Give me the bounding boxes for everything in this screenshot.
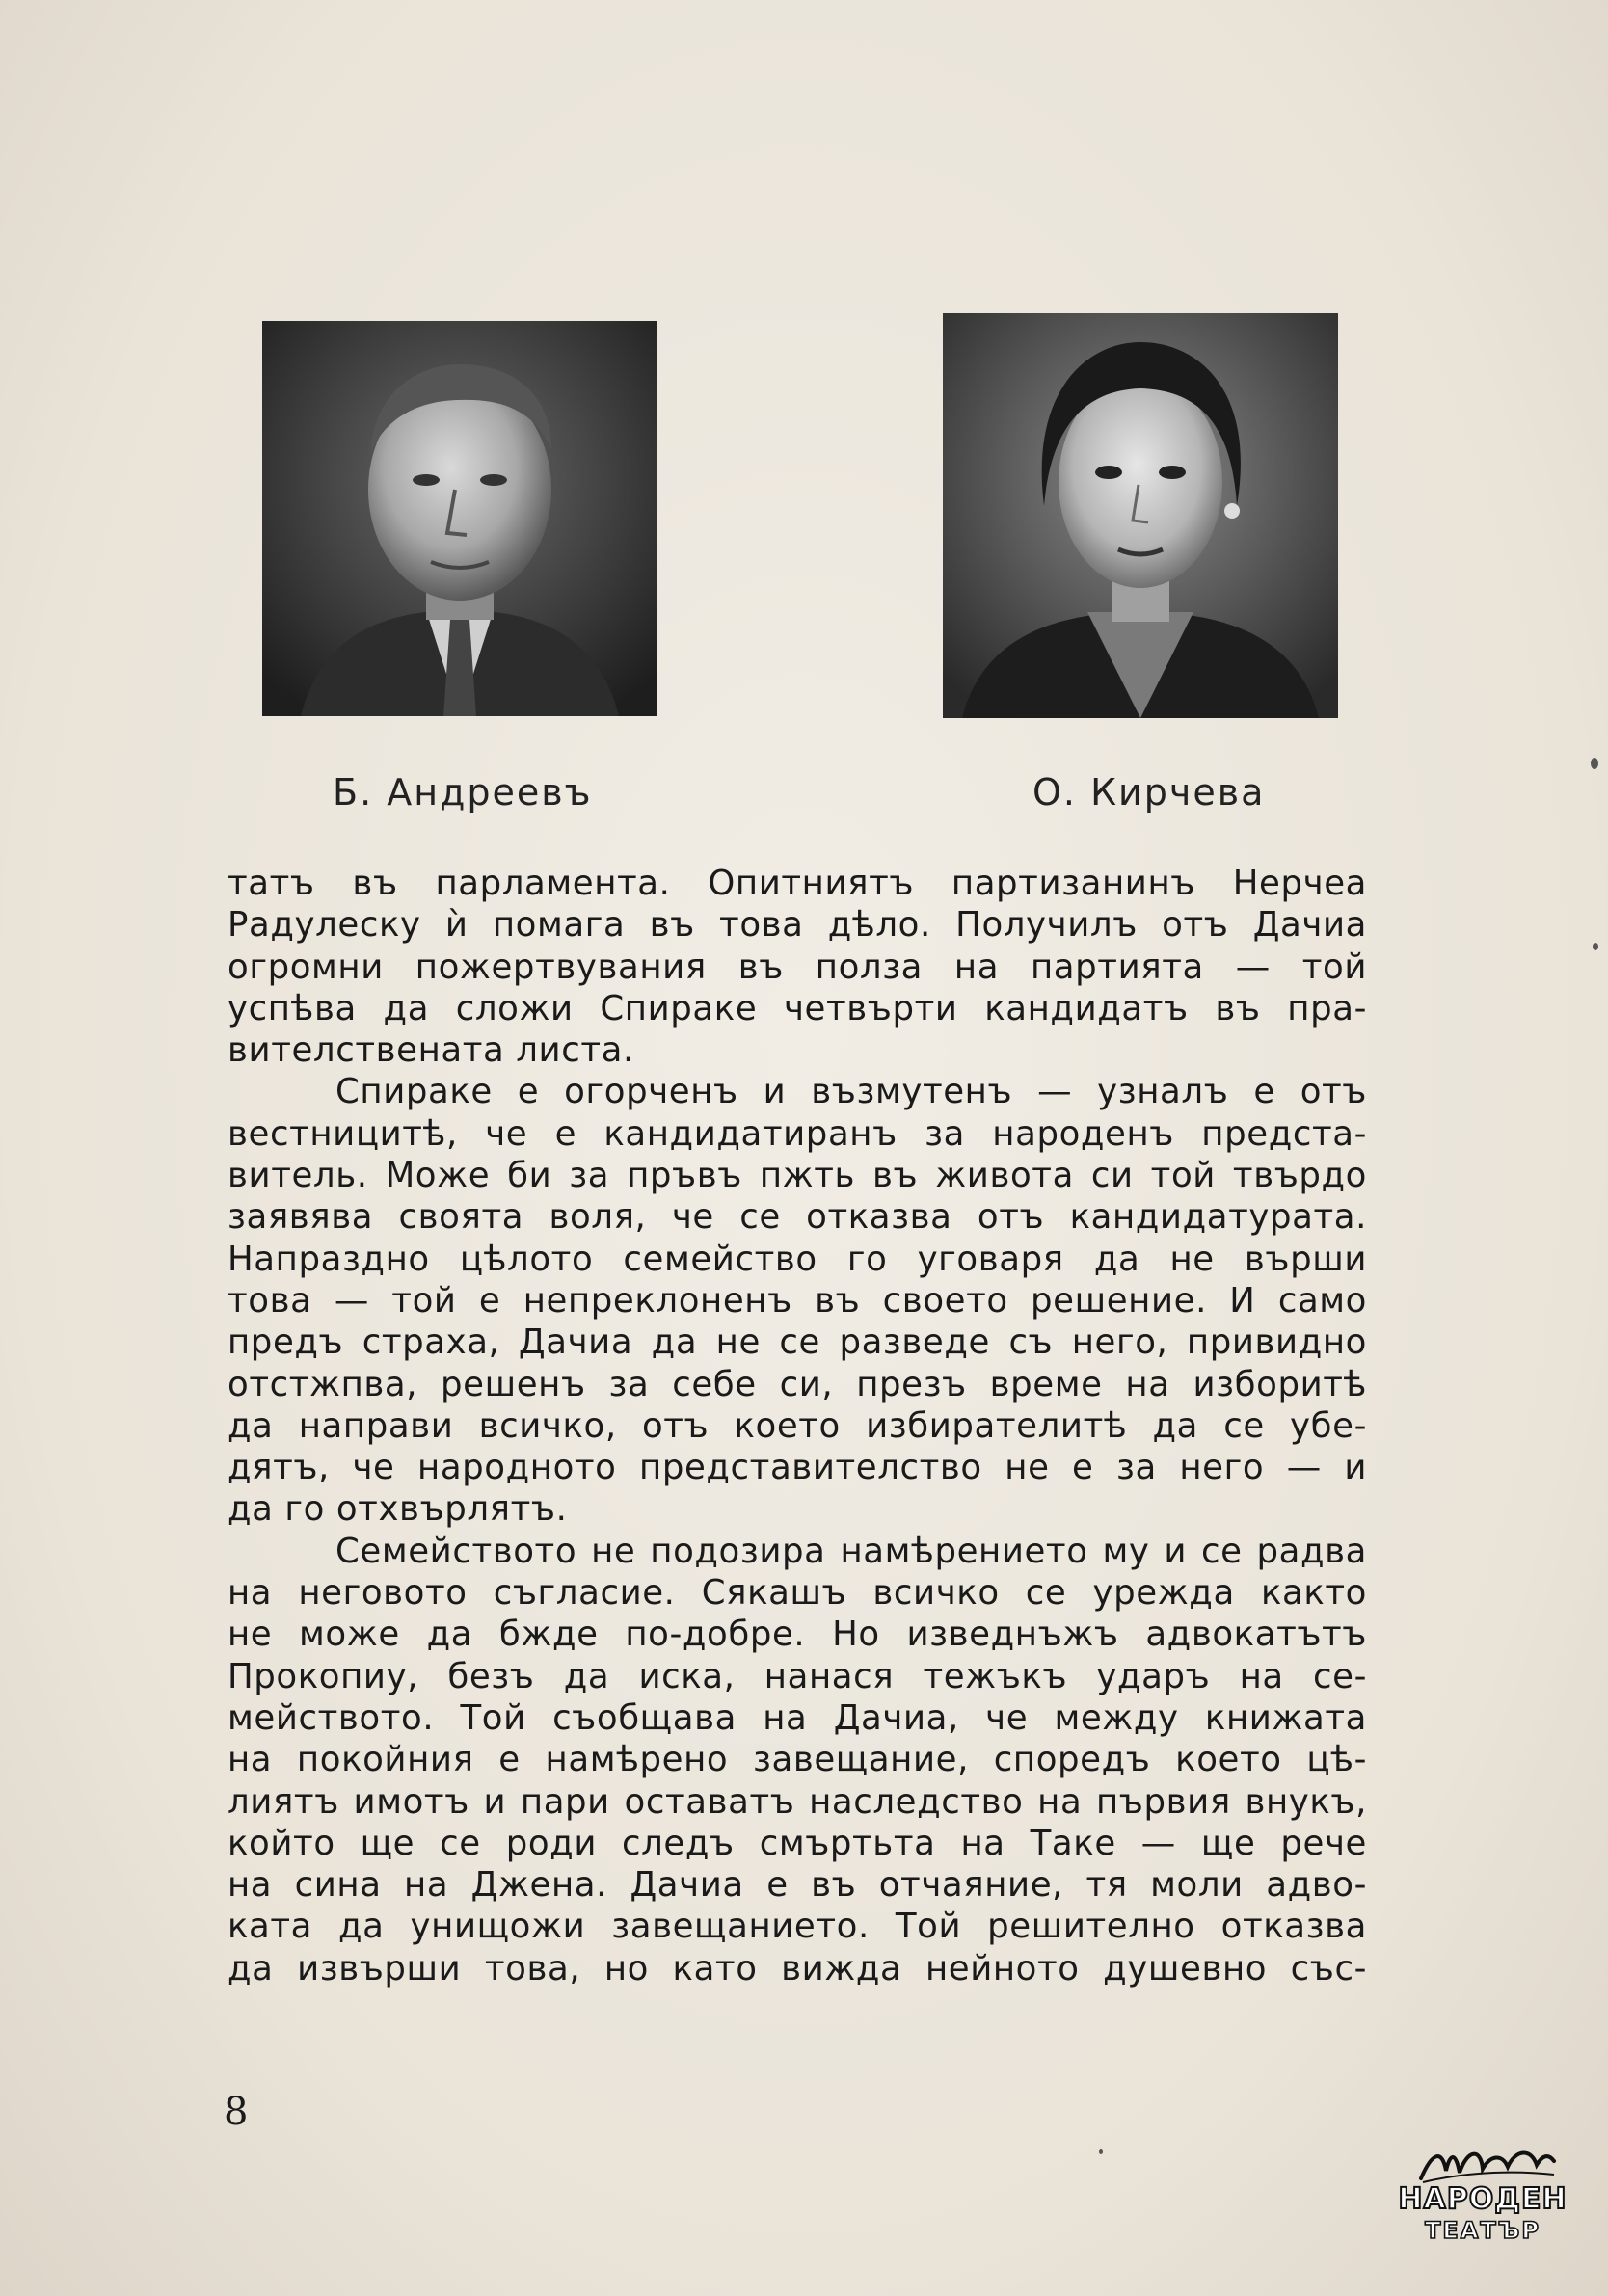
text-line: Прокопиу, безъ да иска, нанася тежъкъ ударъ на се- [228,1656,1367,1696]
text-line: Семейството не подозира намѣрението му и се радва [335,1531,1367,1571]
paper-speck [1593,943,1598,950]
synopsis-text [228,863,1367,1989]
text-line: да направи всичко, отъ което избирателитѣ да се убе- [228,1405,1367,1446]
text-line: огромни пожертвувания въ полза на партията — той [228,947,1367,987]
text-line: да го отхвърлятъ. [228,1489,568,1530]
text-line: на неговото съгласие. Сякашъ всичко се урежда както [228,1573,1367,1614]
text-line: на покойния е намѣрено завещание, споредъ което цѣ- [228,1740,1367,1780]
portrait-caption-right: О. Кирчева [1032,771,1266,814]
text-line: който ще се роди следъ смъртьта на Таке — ще рече [228,1823,1367,1863]
text-line: витель. Може би за пръвъ пжть въ живота си той твърдо [228,1156,1367,1196]
text-line: предъ страха, Дачиа да не се разведе съ него, привидно [228,1322,1367,1363]
text-line: лиятъ имотъ и пари оставатъ наследство на първия внукъ, [228,1781,1367,1822]
stamp-text-top: НАРОДЕН [1398,2182,1568,2216]
portrait-woman-image [943,313,1338,718]
text-line: това — той е непреклоненъ въ своето решение. И само [228,1280,1367,1321]
stamp-text-bottom: ТЕАТЪР [1425,2217,1541,2244]
signature-mark [1413,2142,1558,2188]
portrait-man-image [262,321,657,716]
text-line: вестницитѣ, че е кандидатиранъ за народенъ предста- [228,1113,1367,1154]
text-line: заявява своята воля, че се отказва отъ кандидатурата. [228,1197,1367,1238]
text-line: не може да бжде по-добре. Но изведнъжъ адвокатътъ [228,1615,1367,1655]
text-line: да извърши това, но като вижда нейното душевно със- [228,1948,1367,1989]
page-number: 8 [224,2090,249,2134]
text-line: татъ въ парламента. Опитниятъ партизанинъ Нерчеа [228,864,1367,903]
text-line: вителствената листа. [228,1030,634,1071]
text-line: отстжпва, решенъ за себе си, презъ време на изборитѣ [228,1364,1367,1404]
text-line: успѣва да сложи Спираке четвърти кандидатъ въ пра- [228,988,1367,1028]
text-line: Напраздно цѣлото семейство го уговаря да не върши [228,1239,1367,1279]
national-theatre-stamp [1396,2142,1569,2248]
portrait-caption-left: Б. Андреевъ [333,771,593,814]
portrait-photo-man [262,321,657,716]
text-line: ката да унищожи завещанието. Той решително отказва [228,1907,1367,1947]
portrait-photo-woman [943,313,1338,718]
text-line: на сина на Джена. Дачиа е въ отчаяние, тя моли адво- [228,1865,1367,1906]
paper-speck [1591,758,1598,769]
text-line: дятъ, че народното представителство не е за него — и [228,1448,1367,1488]
text-line: Спираке е огорченъ и възмутенъ — узналъ е отъ [335,1072,1367,1112]
paper-speck [1099,2149,1103,2154]
text-line: Радулеску ѝ помага въ това дѣло. Получилъ отъ Дачиа [228,905,1367,946]
text-line: мейството. Той съобщава на Дачиа, че между книжата [228,1697,1367,1738]
